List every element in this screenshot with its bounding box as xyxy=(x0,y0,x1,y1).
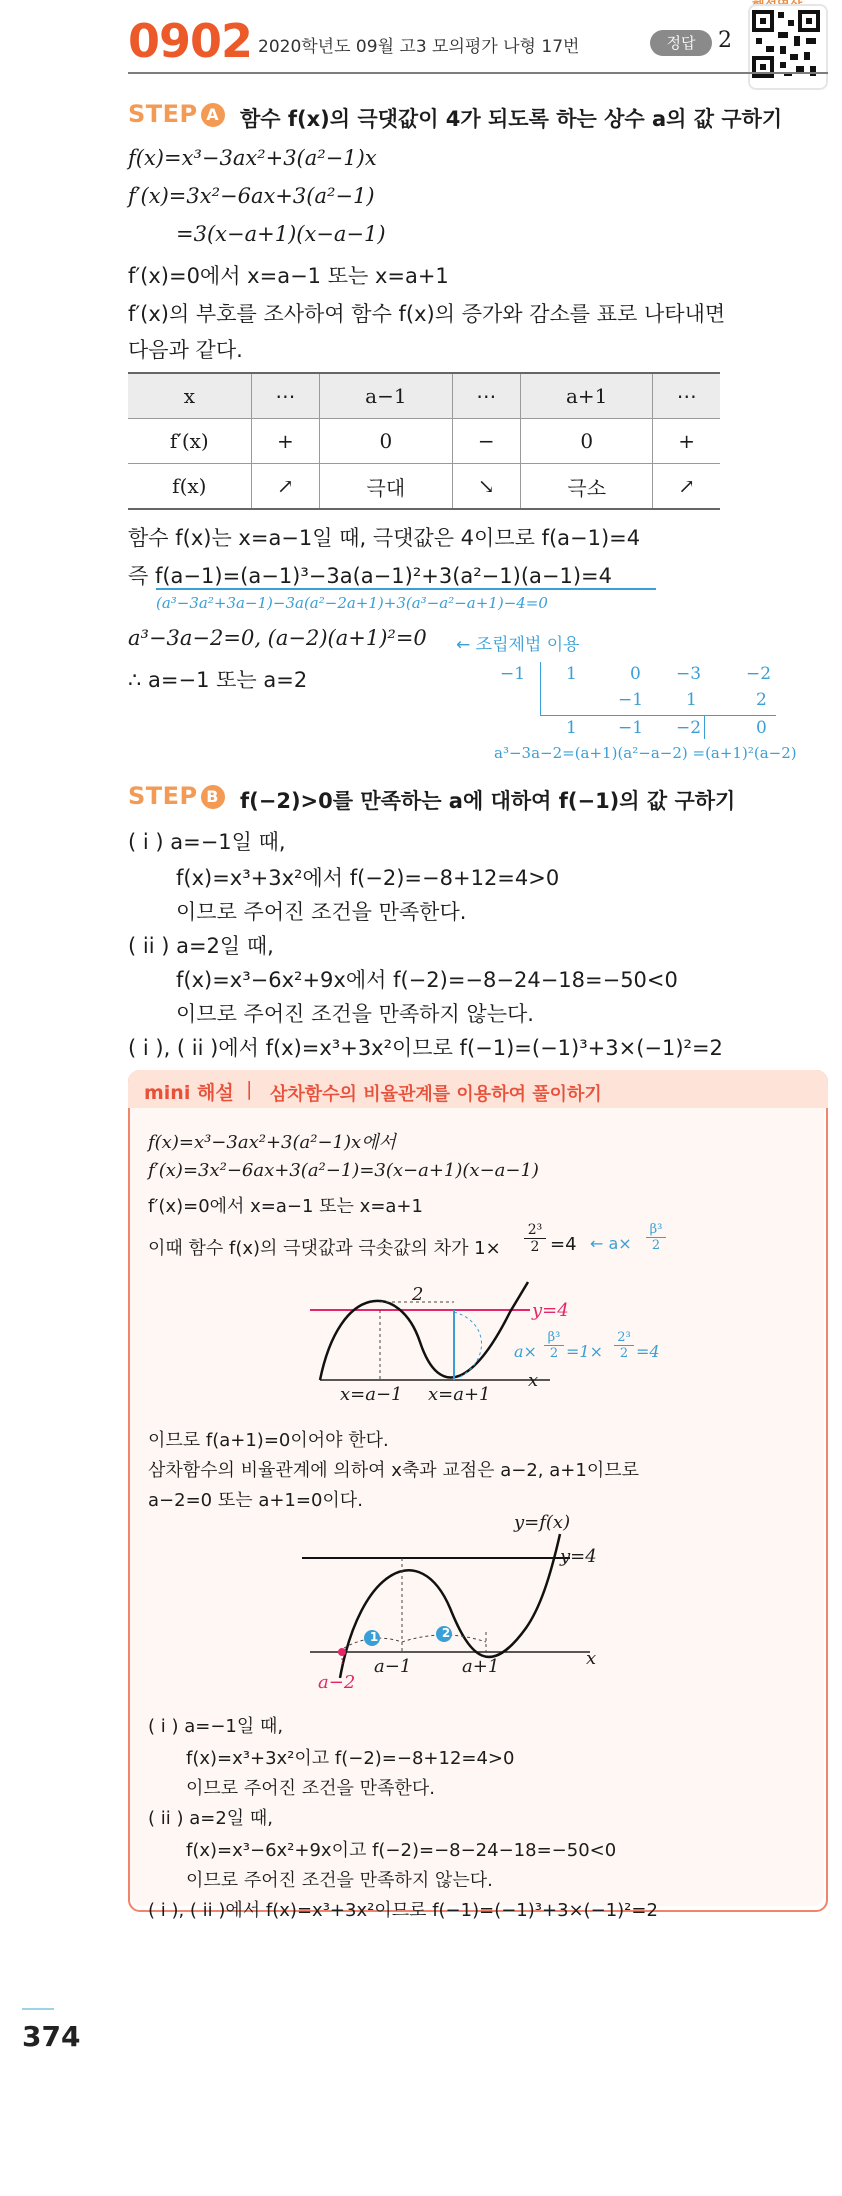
fraction-denominator: 2 xyxy=(646,1237,666,1253)
mini-case-line: 이므로 주어진 조건을 만족하지 않는다. xyxy=(186,1870,493,1891)
fraction-numerator: β³ xyxy=(649,1222,663,1237)
graph1-axis-label: x xyxy=(528,1370,539,1391)
underline xyxy=(156,588,656,590)
sd-cell: 2 xyxy=(756,690,767,710)
fraction-numerator: 2³ xyxy=(527,1222,543,1238)
table-cell: ↘ xyxy=(452,464,521,510)
mini-case-line: ( ii ) a=2일 때, xyxy=(148,1808,273,1829)
qr-code[interactable] xyxy=(748,4,828,90)
cubic-curve xyxy=(320,1282,528,1380)
table-cell: x xyxy=(183,384,195,408)
step-a-line: =3(x−a+1)(x−a−1) xyxy=(176,222,386,246)
table-cell: 극소 xyxy=(521,464,653,510)
step-b-line: 이므로 주어진 조건을 만족하지 않는다. xyxy=(176,1002,534,1026)
step-a-after: 즉 f(a−1)=(a−1)³−3a(a−1)²+3(a²−1)(a−1)=4 xyxy=(128,564,612,588)
step-a-after: a³−3a−2=0, (a−2)(a+1)²=0 xyxy=(128,626,427,650)
sd-cell: −1 xyxy=(618,718,644,738)
step-a-expansion: (a³−3a²+3a−1)−3a(a²−2a+1)+3(a³−a²−a+1)−4=0 xyxy=(156,594,548,612)
graph2-x-label: a−1 xyxy=(374,1656,412,1677)
step-b-line: 이므로 주어진 조건을 만족한다. xyxy=(176,900,467,924)
table-cell: ⋯ xyxy=(251,373,320,419)
sd-result: a³−3a−2=(a+1)(a²−a−2) =(a+1)²(a−2) xyxy=(494,744,797,762)
sd-vertical-rule xyxy=(540,662,541,716)
table-cell: f′(x) xyxy=(169,429,209,453)
fraction-denominator: 2 xyxy=(614,1345,634,1361)
step-b-line: ( ii ) a=2일 때, xyxy=(128,934,274,958)
mini-case-line: f(x)=x³−6x²+9x이고 f(−2)=−8−24−18=−50<0 xyxy=(186,1840,617,1861)
step-a-letter: A xyxy=(201,103,225,127)
mini-ratio-note: ← a× xyxy=(590,1234,632,1253)
cubic-curve xyxy=(340,1534,560,1678)
sd-horizontal-rule xyxy=(540,715,776,716)
table-cell: 극대 xyxy=(320,464,452,510)
page-rule xyxy=(22,2008,54,2010)
answer-badge: 정답 xyxy=(650,30,712,56)
table-row xyxy=(128,419,720,464)
table-cell: ⋯ xyxy=(452,373,521,419)
step-b-title: f(−2)>0를 만족하는 a에 대하여 f(−1)의 값 구하기 xyxy=(240,789,736,813)
sd-cell: 1 xyxy=(566,664,577,684)
step-a-line: f′(x)=3x²−6ax+3(a²−1) xyxy=(128,184,375,208)
mini-line: f(x)=x³−3ax²+3(a²−1)x에서 xyxy=(148,1132,396,1153)
graph1-y4-label: y=4 xyxy=(532,1300,569,1321)
step-a-line: f′(x)=0에서 x=a−1 또는 x=a+1 xyxy=(128,264,449,288)
mini-middle-line: 이므로 f(a+1)=0이어야 한다. xyxy=(148,1430,389,1451)
graph2-root-label: a−2 xyxy=(318,1672,356,1693)
table-cell: a−1 xyxy=(320,373,452,419)
graph2-x-label: a+1 xyxy=(462,1656,500,1677)
fraction-denominator: 2 xyxy=(524,1238,546,1255)
fraction xyxy=(544,1330,564,1361)
page-number: 374 xyxy=(22,2020,81,2053)
table-cell: 0 xyxy=(521,419,653,464)
sd-cell: −2 xyxy=(746,664,772,684)
sd-remainder-rule xyxy=(704,715,705,739)
step-b-letter: B xyxy=(201,785,225,809)
step-a-after: 함수 f(x)는 x=a−1일 때, 극댓값은 4이므로 f(a−1)=4 xyxy=(128,526,641,550)
graph1-diff-prefix: a× xyxy=(514,1342,537,1361)
step-b-conclusion: ( i ), ( ii )에서 f(x)=x³+3x²이므로 f(−1)=(−1)³+3×(−1)²=2 xyxy=(128,1036,723,1060)
variation-table xyxy=(128,372,720,510)
mini-case-line: f(x)=x³+3x²이고 f(−2)=−8+12=4>0 xyxy=(186,1748,515,1769)
table-cell: ↗ xyxy=(251,464,320,510)
fraction xyxy=(524,1222,546,1255)
step-b-tag xyxy=(128,782,225,810)
graph2-y4-label: y=4 xyxy=(560,1546,597,1567)
sd-cell: 1 xyxy=(566,718,577,738)
mini-middle-line: a−2=0 또는 a+1=0이다. xyxy=(148,1490,363,1511)
table-cell: ↗ xyxy=(653,464,720,510)
mini-tag: mini 해설 xyxy=(144,1082,234,1104)
fraction xyxy=(614,1330,634,1361)
problem-number: 0902 xyxy=(128,14,253,68)
sd-cell: 0 xyxy=(756,718,767,738)
mini-separator: | xyxy=(246,1078,253,1100)
sd-cell: −2 xyxy=(676,718,702,738)
problem-source: 2020학년도 09월 고3 모의평가 나형 17번 xyxy=(258,37,580,57)
table-cell: + xyxy=(251,419,320,464)
marker-label: 1 xyxy=(369,1630,379,1644)
mini-case-line: ( i ) a=−1일 때, xyxy=(148,1716,284,1737)
step-a-label: STEP xyxy=(128,100,198,128)
step-b-line: f(x)=x³−6x²+9x에서 f(−2)=−8−24−18=−50<0 xyxy=(176,968,678,992)
table-cell: 0 xyxy=(320,419,452,464)
step-a-result: ∴ a=−1 또는 a=2 xyxy=(128,668,308,692)
graph1-x-label: x=a−1 xyxy=(340,1384,403,1405)
mini-line: 이때 함수 f(x)의 극댓값과 극솟값의 차가 1× xyxy=(148,1238,501,1259)
table-cell: ⋯ xyxy=(653,373,720,419)
mini-case-line: 이므로 주어진 조건을 만족한다. xyxy=(186,1778,435,1799)
table-row xyxy=(128,464,720,510)
step-a-line: f(x)=x³−3ax²+3(a²−1)x xyxy=(128,146,377,170)
graph1-diff-mid: =1× xyxy=(566,1342,603,1361)
step-b-line: ( i ) a=−1일 때, xyxy=(128,830,286,854)
step-a-title: 함수 f(x)의 극댓값이 4가 되도록 하는 상수 a의 값 구하기 xyxy=(240,107,783,131)
graph1-x-label: x=a+1 xyxy=(428,1384,491,1405)
table-cell: + xyxy=(653,419,720,464)
step-a-tag xyxy=(128,100,225,128)
answer-value: 2 xyxy=(718,28,732,53)
table-row xyxy=(128,373,720,419)
fraction xyxy=(646,1222,666,1253)
mini-title: 삼차함수의 비율관계를 이용하여 풀이하기 xyxy=(270,1084,602,1105)
sd-divisor: −1 xyxy=(500,664,526,684)
sd-cell: 0 xyxy=(630,664,641,684)
graph2-axis-label: x xyxy=(586,1648,597,1669)
graph2-curve-label: y=f(x) xyxy=(514,1512,571,1533)
step-a-line: f′(x)의 부호를 조사하여 함수 f(x)의 증가와 감소를 표로 나타내면 xyxy=(128,302,726,326)
fraction-numerator: β³ xyxy=(547,1330,561,1345)
mini-conclusion: ( i ), ( ii )에서 f(x)=x³+3x²이므로 f(−1)=(−1)³+3×(−1)²=2 xyxy=(148,1900,658,1921)
table-cell: f(x) xyxy=(172,474,207,498)
difference-arc xyxy=(454,1312,482,1378)
graph1-diff-end: =4 xyxy=(636,1342,660,1361)
mini-line: =4 xyxy=(550,1234,577,1255)
step-b-label: STEP xyxy=(128,782,198,810)
mini-middle-line: 삼차함수의 비율관계에 의하여 x축과 교점은 a−2, a+1이므로 xyxy=(148,1460,639,1481)
step-a-line: 다음과 같다. xyxy=(128,338,243,362)
table-cell: a+1 xyxy=(521,373,653,419)
header-divider xyxy=(128,72,828,74)
sd-cell: −1 xyxy=(618,690,644,710)
synthetic-division-note: ← 조립제법 이용 xyxy=(456,635,580,655)
step-b-line: f(x)=x³+3x²에서 f(−2)=−8+12=4>0 xyxy=(176,866,560,890)
table-cell: − xyxy=(452,419,521,464)
sd-cell: −3 xyxy=(676,664,702,684)
graph1-width-label: 2 xyxy=(412,1284,424,1305)
fraction-numerator: 2³ xyxy=(617,1330,631,1345)
sd-cell: 1 xyxy=(686,690,697,710)
qr-code-icon xyxy=(750,6,822,82)
mini-line: f′(x)=3x²−6ax+3(a²−1)=3(x−a+1)(x−a−1) xyxy=(148,1160,539,1181)
fraction-denominator: 2 xyxy=(544,1345,564,1361)
mini-line: f′(x)=0에서 x=a−1 또는 x=a+1 xyxy=(148,1196,423,1217)
marker-label: 2 xyxy=(441,1626,451,1640)
